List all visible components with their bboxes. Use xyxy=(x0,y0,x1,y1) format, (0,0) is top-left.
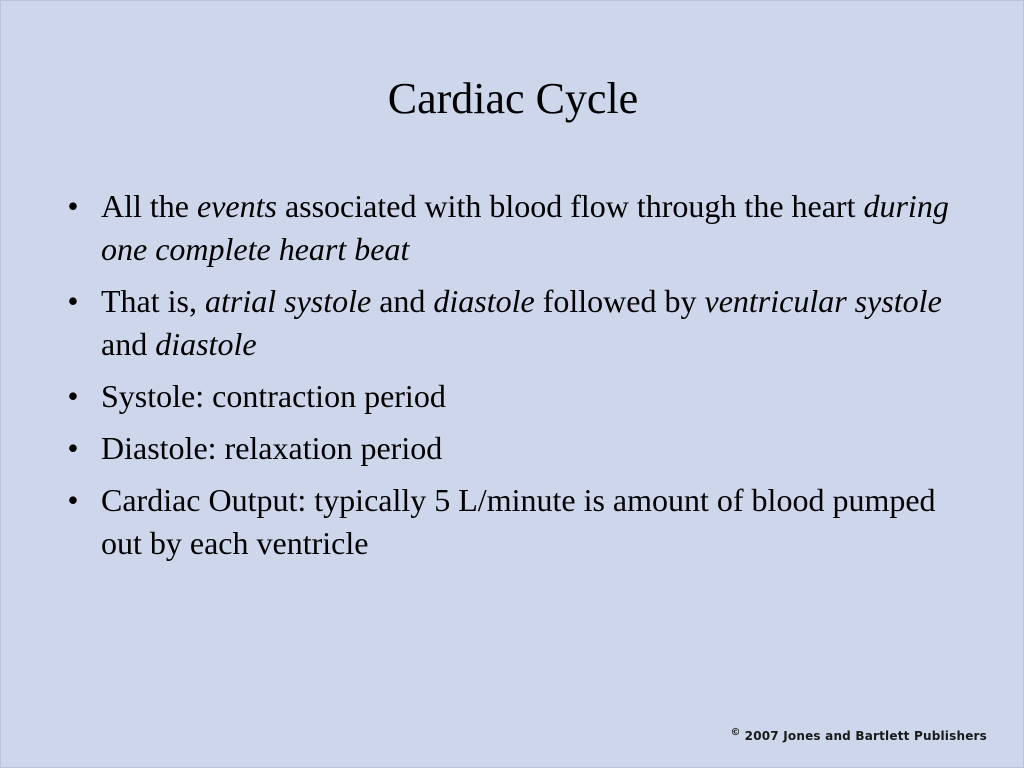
bullet-emphasis-text: atrial systole xyxy=(204,283,372,319)
bullet-item xyxy=(63,185,963,271)
bullet-item xyxy=(63,427,963,470)
bullet-emphasis-text: diastole xyxy=(155,326,257,362)
bullet-item xyxy=(63,280,963,366)
bullet-emphasis-text: ventricular systole xyxy=(704,283,942,319)
bullet-text: associated with blood flow through the heart xyxy=(276,188,864,224)
bullet-emphasis-text: events xyxy=(196,188,277,224)
bullet-text: and xyxy=(371,283,434,319)
bullet-text: All the xyxy=(101,188,197,224)
copyright-notice xyxy=(730,727,987,743)
bullet-marker: • xyxy=(67,430,79,466)
bullet-text: and xyxy=(101,326,156,362)
bullet-text: That is, xyxy=(101,283,205,319)
bullet-list xyxy=(63,185,963,574)
bullet-emphasis-text: during one complete heart beat xyxy=(101,188,949,267)
bullet-marker: • xyxy=(67,188,79,224)
bullet-text: followed by xyxy=(534,283,705,319)
bullet-marker: • xyxy=(67,283,79,319)
bullet-marker: • xyxy=(67,378,79,414)
copyright-symbol: © xyxy=(730,727,741,738)
copyright-text: 2007 Jones and Bartlett Publishers xyxy=(744,729,987,743)
bullet-item xyxy=(63,375,963,418)
bullet-text: Cardiac Output: typically 5 L/minute is amount of blood pumped out by each ventricle xyxy=(101,482,936,561)
bullet-marker: • xyxy=(67,482,79,518)
bullet-text: Diastole: relaxation period xyxy=(101,430,443,466)
bullet-text: Systole: contraction period xyxy=(101,378,446,414)
bullet-emphasis-text: diastole xyxy=(433,283,535,319)
bullet-item xyxy=(63,479,963,565)
slide-title: Cardiac Cycle xyxy=(387,74,639,123)
